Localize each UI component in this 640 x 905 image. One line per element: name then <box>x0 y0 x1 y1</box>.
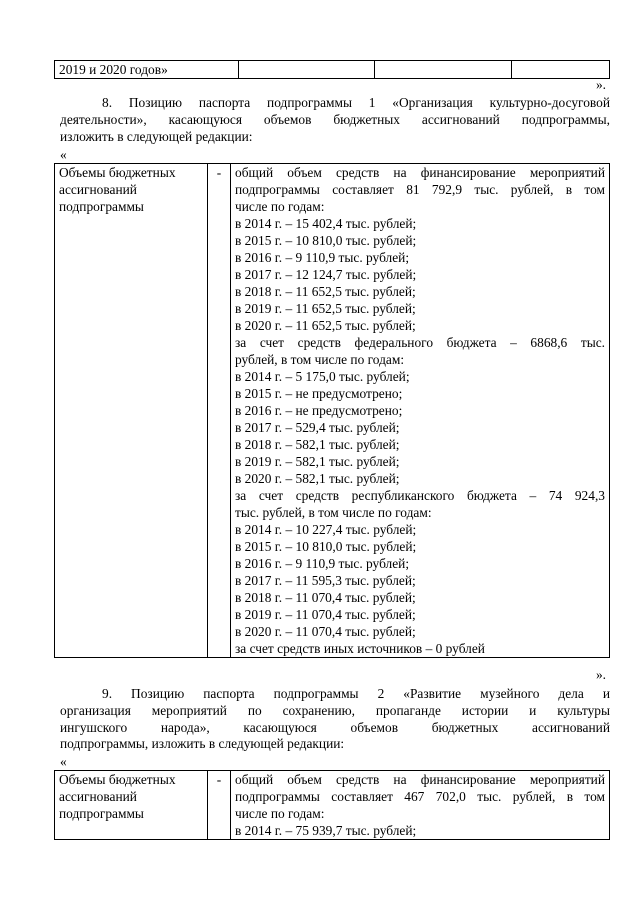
paragraph-line: деятельности», касающуюся объемов бюджетных ассигнований подпрограммы, <box>60 111 610 127</box>
item-8-paragraph <box>60 95 610 145</box>
item-9-paragraph <box>60 686 610 753</box>
content-line: в 2014 г. – 10 227,4 тыс. рублей; <box>235 522 417 537</box>
paragraph-line: 9. Позицию паспорта подпрограммы 2 «Развитие музейного дела и <box>102 686 610 701</box>
label-line: Объемы бюджетных <box>59 165 176 180</box>
content-line: рублей, в том числе по годам: <box>235 352 405 367</box>
paragraph-line: ингушского народа», касающуюся объемов бюджетных ассигнований <box>60 719 610 735</box>
passport-content-cell <box>231 164 610 658</box>
closing-quote: ». <box>595 667 606 682</box>
passport-table-2 <box>54 770 610 840</box>
passport-label-cell <box>55 771 208 840</box>
label-line: подпрограммы <box>59 806 144 821</box>
content-line: в 2017 г. – 11 595,3 тыс. рублей; <box>235 573 416 588</box>
content-line: числе по годам: <box>235 199 325 214</box>
label-line: ассигнований <box>59 789 137 804</box>
passport-content-cell <box>231 771 610 840</box>
paragraph-line: 8. Позицию паспорта подпрограммы 1 «Организация культурно-досуговой <box>102 95 610 110</box>
content-line: общий объем средств на финансирование мероприятий <box>235 772 605 787</box>
content-line: в 2018 г. – 11 652,5 тыс. рублей; <box>235 284 416 299</box>
content-line: в 2019 г. – 582,1 тыс. рублей; <box>235 454 400 469</box>
table-row <box>55 164 610 658</box>
passport-table-1 <box>54 163 610 658</box>
label-line: ассигнований <box>59 182 137 197</box>
passport-dash-cell: - <box>208 771 231 840</box>
content-line: общий объем средств на финансирование мероприятий <box>235 165 605 180</box>
content-line: за счет средств федерального бюджета – 6868,6 тыс. <box>235 335 605 350</box>
content-line: в 2020 г. – 11 070,4 тыс. рублей; <box>235 624 416 639</box>
content-line: в 2017 г. – 529,4 тыс. рублей; <box>235 420 400 435</box>
content-line: в 2015 г. – 10 810,0 тыс. рублей; <box>235 539 417 554</box>
opening-quote: « <box>60 754 67 769</box>
content-line: в 2016 г. – 9 110,9 тыс. рублей; <box>235 556 410 571</box>
paragraph-line: подпрограммы, изложить в следующей редакции: <box>60 736 345 752</box>
content-line: в 2016 г. – 9 110,9 тыс. рублей; <box>235 250 410 265</box>
passport-label-cell <box>55 164 208 658</box>
content-line: в 2014 г. – 15 402,4 тыс. рублей; <box>235 216 417 231</box>
table-row <box>55 771 610 840</box>
content-line: за счет средств республиканского бюджета – 74 924,3 <box>235 488 605 503</box>
content-line: в 2017 г. – 12 124,7 тыс. рублей; <box>235 267 417 282</box>
content-line: в 2014 г. – 75 939,7 тыс. рублей; <box>235 823 417 838</box>
content-line: подпрограммы составляет 81 792,9 тыс. рублей, в том <box>235 182 605 197</box>
content-line: в 2020 г. – 11 652,5 тыс. рублей; <box>235 318 416 333</box>
passport-dash-cell: - <box>208 164 231 658</box>
content-line: в 2015 г. – 10 810,0 тыс. рублей; <box>235 233 417 248</box>
content-line: в 2019 г. – 11 652,5 тыс. рублей; <box>235 301 416 316</box>
content-line: числе по годам: <box>235 806 325 821</box>
table-row <box>55 61 610 79</box>
content-line: в 2016 г. – не предусмотрено; <box>235 403 403 418</box>
label-line: Объемы бюджетных <box>59 772 176 787</box>
table-cell: 2019 и 2020 годов» <box>55 61 239 79</box>
label-line: подпрограммы <box>59 199 144 214</box>
content-line: подпрограммы составляет 467 702,0 тыс. рублей, в том <box>235 789 605 804</box>
content-line: в 2018 г. – 582,1 тыс. рублей; <box>235 437 400 452</box>
content-line: в 2019 г. – 11 070,4 тыс. рублей; <box>235 607 416 622</box>
paragraph-line: изложить в следующей редакции: <box>60 128 253 144</box>
content-line: в 2015 г. – не предусмотрено; <box>235 386 403 401</box>
table-cell <box>239 61 375 79</box>
opening-quote: « <box>60 147 67 162</box>
previous-table-fragment <box>54 60 610 79</box>
content-line: в 2014 г. – 5 175,0 тыс. рублей; <box>235 369 410 384</box>
content-line: за счет средств иных источников – 0 рублей <box>235 641 485 656</box>
closing-quote: ». <box>595 77 606 92</box>
paragraph-line: организация мероприятий по сохранению, пропаганде истории и культуры <box>60 702 610 718</box>
table-cell <box>511 61 609 79</box>
content-line: тыс. рублей, в том числе по годам: <box>235 505 432 520</box>
content-line: в 2020 г. – 582,1 тыс. рублей; <box>235 471 400 486</box>
content-line: в 2018 г. – 11 070,4 тыс. рублей; <box>235 590 416 605</box>
table-cell <box>375 61 511 79</box>
